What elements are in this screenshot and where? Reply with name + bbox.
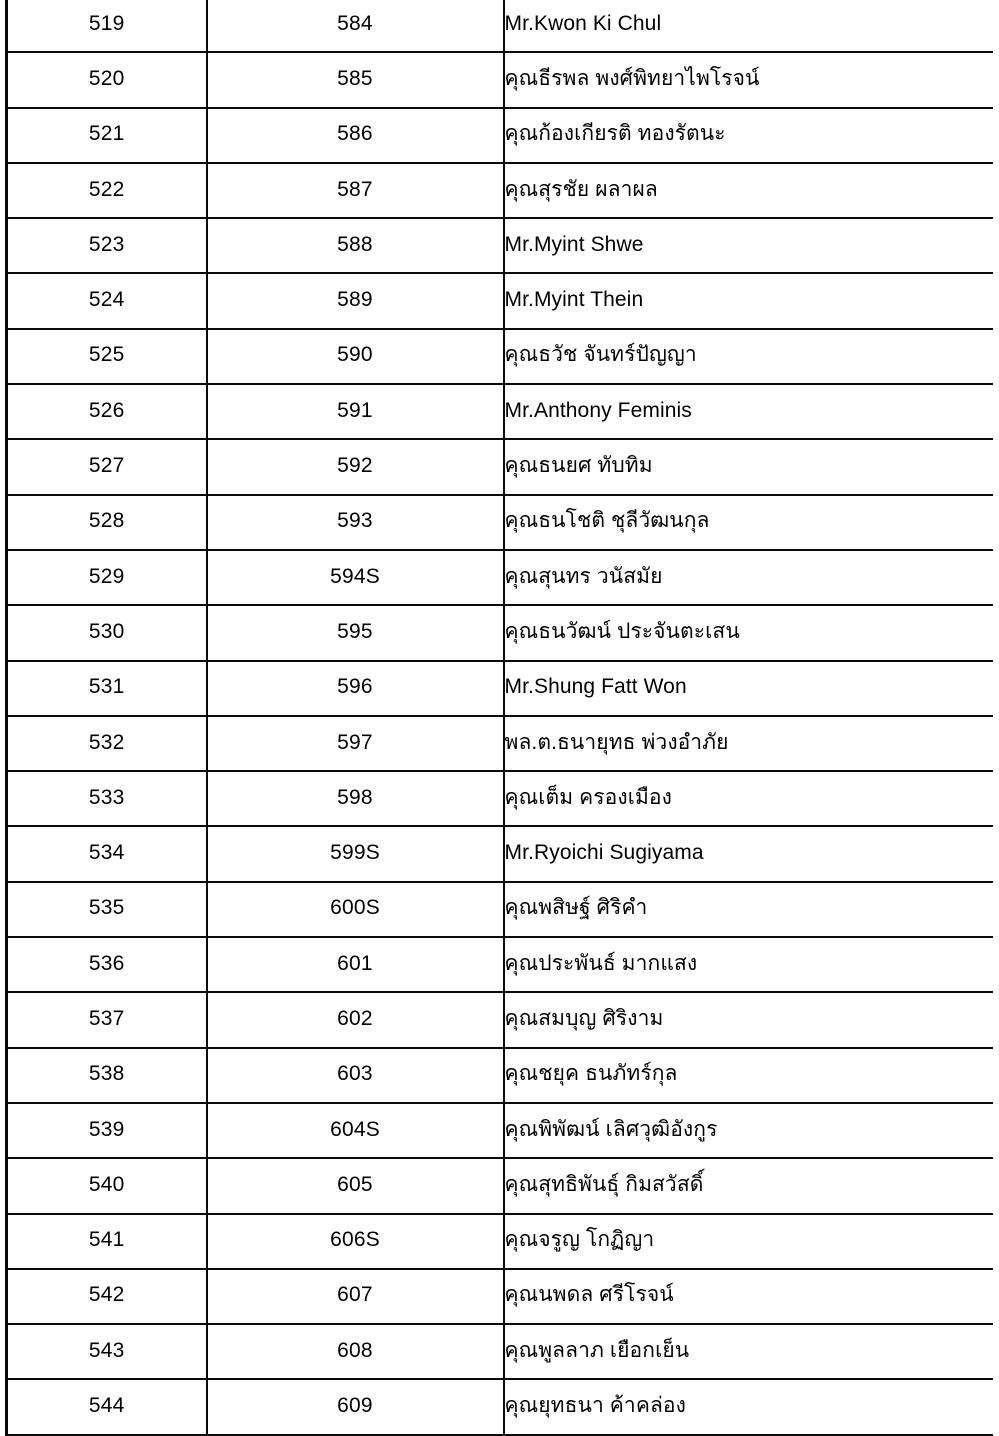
member-name-text: Mr.Myint Shwe xyxy=(504,232,644,256)
cell-member-code xyxy=(207,1379,504,1434)
member-name-text: Mr.Anthony Feminis xyxy=(504,398,692,422)
member-name-text: คุณสมบุญ ศิริงาม xyxy=(504,1006,664,1030)
cell-sequence-number xyxy=(7,882,207,937)
member-code-text: 584 xyxy=(337,11,373,35)
cell-member-code xyxy=(207,826,504,881)
member-code-text: 608 xyxy=(337,1338,373,1362)
cell-sequence-number xyxy=(7,716,207,771)
cell-sequence-number xyxy=(7,218,207,273)
table-row xyxy=(7,1158,994,1213)
sequence-number-text: 520 xyxy=(88,66,125,90)
table-row xyxy=(7,1103,994,1158)
cell-member-name xyxy=(504,937,994,992)
member-name-text: คุณเต็ม ครองเมือง xyxy=(504,785,673,809)
member-name-text: คุณพูลลาภ เยือกเย็น xyxy=(504,1338,690,1362)
cell-member-code xyxy=(207,771,504,826)
cell-member-name xyxy=(504,108,994,163)
table-row xyxy=(7,826,994,881)
cell-member-name xyxy=(504,771,994,826)
cell-sequence-number xyxy=(7,329,207,384)
sequence-number-text: 542 xyxy=(88,1283,125,1307)
cell-sequence-number xyxy=(7,1048,207,1103)
cell-member-code xyxy=(207,1324,504,1379)
cell-sequence-number xyxy=(7,661,207,716)
cell-sequence-number xyxy=(7,992,207,1047)
cell-sequence-number xyxy=(7,771,207,826)
sequence-number-text: 544 xyxy=(88,1394,125,1418)
cell-sequence-number xyxy=(7,108,207,163)
table-row xyxy=(7,108,994,163)
member-code-text: 600S xyxy=(330,896,380,920)
member-name-text: คุณสุทธิพันธุ์ กิมสวัสดิ์ xyxy=(504,1172,704,1196)
member-name-text: คุณธนโชติ ชุลีวัฒนกุล xyxy=(504,509,710,533)
member-name-text: คุณชยุค ธนภัทร์กุล xyxy=(504,1062,678,1086)
cell-member-code xyxy=(207,439,504,494)
member-name-text: คุณธีรพล พงศ์พิทยาไพโรจน์ xyxy=(504,66,760,90)
table-row xyxy=(7,0,994,52)
sequence-number-text: 537 xyxy=(88,1006,125,1030)
cell-member-code xyxy=(207,1269,504,1324)
cell-sequence-number xyxy=(7,1379,207,1434)
member-code-text: 587 xyxy=(337,177,373,201)
member-name-text: Mr.Shung Fatt Won xyxy=(504,675,687,699)
cell-member-name xyxy=(504,218,994,273)
cell-member-code xyxy=(207,273,504,328)
member-name-text: คุณพสิษฐ์ ศิริคำ xyxy=(504,896,648,920)
table-row xyxy=(7,163,994,218)
cell-sequence-number xyxy=(7,1103,207,1158)
sequence-number-text: 531 xyxy=(88,675,125,699)
cell-member-code xyxy=(207,937,504,992)
sequence-number-text: 543 xyxy=(88,1338,125,1362)
cell-sequence-number xyxy=(7,1324,207,1379)
sequence-number-text: 529 xyxy=(88,564,125,588)
table-row xyxy=(7,384,994,439)
sequence-number-text: 525 xyxy=(88,343,125,367)
member-code-text: 593 xyxy=(337,509,373,533)
cell-member-code xyxy=(207,992,504,1047)
cell-member-code xyxy=(207,218,504,273)
cell-sequence-number xyxy=(7,384,207,439)
sequence-number-text: 533 xyxy=(88,785,125,809)
table-row xyxy=(7,273,994,328)
member-name-text: คุณยุทธนา ค้าคล่อง xyxy=(504,1394,686,1418)
cell-member-code xyxy=(207,550,504,605)
cell-member-name xyxy=(504,550,994,605)
cell-sequence-number xyxy=(7,605,207,660)
cell-member-code xyxy=(207,163,504,218)
cell-member-code xyxy=(207,495,504,550)
table-row xyxy=(7,1379,994,1434)
member-code-text: 606S xyxy=(330,1228,380,1252)
member-code-text: 590 xyxy=(337,343,373,367)
cell-sequence-number xyxy=(7,163,207,218)
cell-member-name xyxy=(504,439,994,494)
member-name-text: คุณธนยศ ทับทิม xyxy=(504,454,653,478)
roster-table xyxy=(5,0,993,1436)
cell-member-name xyxy=(504,273,994,328)
table-row xyxy=(7,605,994,660)
table-row xyxy=(7,1324,994,1379)
member-code-text: 604S xyxy=(330,1117,380,1141)
table-row xyxy=(7,937,994,992)
member-code-text: 598 xyxy=(337,785,373,809)
member-code-text: 601 xyxy=(337,951,373,975)
table-row xyxy=(7,495,994,550)
sequence-number-text: 526 xyxy=(88,398,125,422)
cell-member-code xyxy=(207,329,504,384)
cell-member-code xyxy=(207,716,504,771)
cell-member-name xyxy=(504,1324,994,1379)
member-name-text: คุณก้องเกียรติ ทองรัตนะ xyxy=(504,122,726,146)
table-row xyxy=(7,1048,994,1103)
cell-member-name xyxy=(504,163,994,218)
member-name-text: คุณประพันธ์ มากแสง xyxy=(504,951,698,975)
sequence-number-text: 528 xyxy=(88,509,125,533)
sequence-number-text: 524 xyxy=(88,288,125,312)
sequence-number-text: 523 xyxy=(88,232,125,256)
cell-member-name xyxy=(504,826,994,881)
table-row xyxy=(7,882,994,937)
cell-member-name xyxy=(504,1214,994,1269)
sequence-number-text: 521 xyxy=(88,122,125,146)
table-row xyxy=(7,329,994,384)
table-row xyxy=(7,1214,994,1269)
sequence-number-text: 527 xyxy=(88,454,125,478)
cell-member-code xyxy=(207,0,504,52)
cell-sequence-number xyxy=(7,550,207,605)
cell-member-code xyxy=(207,882,504,937)
member-name-text: คุณธนวัฒน์ ประจันตะเสน xyxy=(504,619,740,643)
member-code-text: 597 xyxy=(337,730,373,754)
table-row xyxy=(7,661,994,716)
member-code-text: 588 xyxy=(337,232,373,256)
member-code-text: 594S xyxy=(330,564,380,588)
member-name-text: คุณธวัช จันทร์ปัญญา xyxy=(504,343,697,367)
sequence-number-text: 522 xyxy=(88,177,125,201)
cell-member-code xyxy=(207,108,504,163)
cell-member-name xyxy=(504,0,994,52)
table-row xyxy=(7,716,994,771)
member-name-text: คุณสุรชัย ผลาผล xyxy=(504,177,658,201)
member-code-text: 585 xyxy=(337,66,373,90)
cell-sequence-number xyxy=(7,0,207,52)
cell-sequence-number xyxy=(7,439,207,494)
member-code-text: 603 xyxy=(337,1062,373,1086)
cell-member-name xyxy=(504,1048,994,1103)
sequence-number-text: 538 xyxy=(88,1062,125,1086)
cell-member-name xyxy=(504,1103,994,1158)
member-name-text: คุณนพดล ศรีโรจน์ xyxy=(504,1283,674,1307)
sequence-number-text: 534 xyxy=(88,841,125,865)
sequence-number-text: 539 xyxy=(88,1117,125,1141)
cell-member-name xyxy=(504,1379,994,1434)
sequence-number-text: 540 xyxy=(88,1172,125,1196)
table-row xyxy=(7,1269,994,1324)
table-row xyxy=(7,992,994,1047)
cell-sequence-number xyxy=(7,1269,207,1324)
cell-member-code xyxy=(207,1214,504,1269)
cell-member-name xyxy=(504,661,994,716)
cell-member-name xyxy=(504,992,994,1047)
table-row xyxy=(7,52,994,107)
member-code-text: 591 xyxy=(337,398,373,422)
member-name-text: คุณสุนทร วนัสมัย xyxy=(504,564,663,588)
cell-member-name xyxy=(504,716,994,771)
cell-member-code xyxy=(207,52,504,107)
cell-sequence-number xyxy=(7,495,207,550)
cell-member-name xyxy=(504,495,994,550)
cell-sequence-number xyxy=(7,273,207,328)
cell-sequence-number xyxy=(7,826,207,881)
member-name-text: Mr.Kwon Ki Chul xyxy=(504,11,662,35)
member-code-text: 589 xyxy=(337,288,373,312)
cell-member-name xyxy=(504,52,994,107)
member-name-text: Mr.Ryoichi Sugiyama xyxy=(504,841,704,865)
member-code-text: 609 xyxy=(337,1394,373,1418)
cell-member-name xyxy=(504,882,994,937)
cell-member-code xyxy=(207,1048,504,1103)
sequence-number-text: 532 xyxy=(88,730,125,754)
cell-sequence-number xyxy=(7,937,207,992)
table-viewport xyxy=(5,0,993,1436)
member-code-text: 586 xyxy=(337,122,373,146)
sequence-number-text: 536 xyxy=(88,951,125,975)
cell-member-name xyxy=(504,384,994,439)
cell-member-code xyxy=(207,1158,504,1213)
table-row xyxy=(7,439,994,494)
member-code-text: 605 xyxy=(337,1172,373,1196)
cell-member-name xyxy=(504,605,994,660)
table-row xyxy=(7,771,994,826)
cell-sequence-number xyxy=(7,52,207,107)
member-name-text: Mr.Myint Thein xyxy=(504,288,644,312)
member-code-text: 602 xyxy=(337,1006,373,1030)
sequence-number-text: 541 xyxy=(88,1228,125,1252)
member-name-text: คุณจรูญ โกฏิญา xyxy=(504,1228,655,1252)
member-code-text: 599S xyxy=(330,841,380,865)
sequence-number-text: 519 xyxy=(88,11,125,35)
member-name-text: คุณพิพัฒน์ เลิศวุฒิอังกูร xyxy=(504,1117,718,1141)
cell-sequence-number xyxy=(7,1214,207,1269)
cell-member-name xyxy=(504,329,994,384)
member-code-text: 592 xyxy=(337,454,373,478)
member-name-text: พล.ต.ธนายุทธ พ่วงอำภัย xyxy=(504,730,729,754)
cell-member-code xyxy=(207,384,504,439)
table-row xyxy=(7,550,994,605)
cell-member-name xyxy=(504,1158,994,1213)
table-row xyxy=(7,218,994,273)
member-code-text: 595 xyxy=(337,619,373,643)
member-code-text: 596 xyxy=(337,675,373,699)
roster-table-body xyxy=(7,0,994,1435)
sequence-number-text: 530 xyxy=(88,619,125,643)
sequence-number-text: 535 xyxy=(88,896,125,920)
cell-member-code xyxy=(207,661,504,716)
cell-member-code xyxy=(207,1103,504,1158)
cell-member-name xyxy=(504,1269,994,1324)
cell-member-code xyxy=(207,605,504,660)
cell-sequence-number xyxy=(7,1158,207,1213)
member-code-text: 607 xyxy=(337,1283,373,1307)
